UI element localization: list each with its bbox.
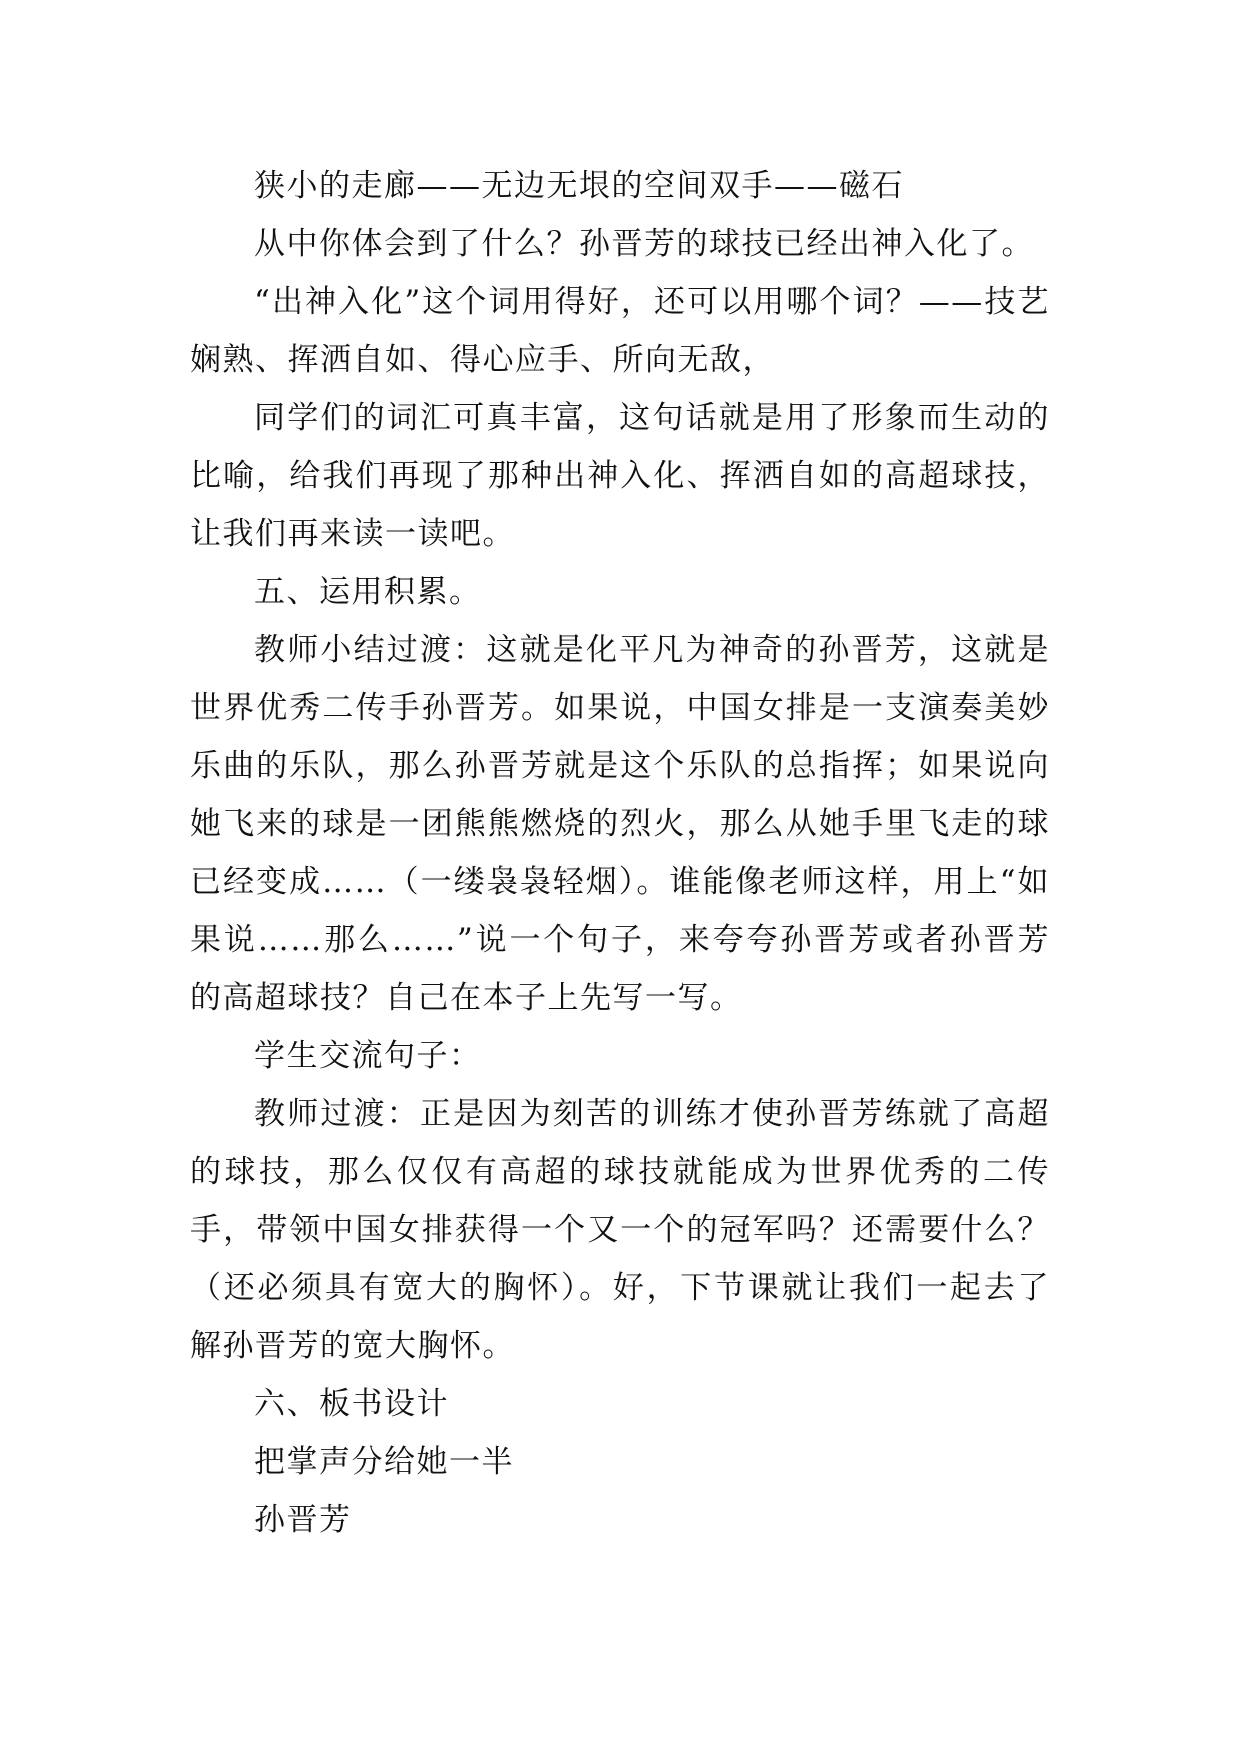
paragraph-synonyms: “出神入化”这个词用得好，还可以用哪个词？——技艺娴熟、挥洒自如、得心应手、所向无敌，	[190, 284, 1050, 378]
board-name: 孙晋芳	[254, 1502, 352, 1538]
paragraph-teacher-summary: 教师小结过渡：这就是化平凡为神奇的孙晋芳，这就是世界优秀二传手孙晋芳。如果说，中国女排是一支演奏美妙乐曲的乐队，那么孙晋芳就是这个乐队的总指挥；如果说向她飞来的球是一团熊熊燃烧的烈火，那么从她手里飞走的球已经变成……（一缕袅袅轻烟）。谁能像老师这样，用上“如果说……那么……”说一个句子，来夸夸孙晋芳或者孙晋芳的高超球技？自己在本子上先写一写。	[190, 632, 1050, 1016]
paragraph-teacher-transition: 教师过渡：正是因为刻苦的训练才使孙晋芳练就了高超的球技，那么仅仅有高超的球技就能成为世界优秀的二传手，带领中国女排获得一个又一个的冠军吗？还需要什么？（还必须具有宽大的胸怀）。好，下节课就让我们一起去了解孙晋芳的宽大胸怀。	[190, 1096, 1050, 1364]
document-page	[190, 157, 1050, 1549]
paragraph-vocabulary: 同学们的词汇可真丰富，这句话就是用了形象而生动的比喻，给我们再现了那种出神入化、挥洒自如的高超球技，让我们再来读一读吧。	[190, 400, 1050, 552]
paragraph-student-exchange: 学生交流句子：	[254, 1038, 482, 1074]
paragraph-corridor-magnet: 狭小的走廊——无边无垠的空间双手——磁石	[254, 168, 904, 204]
section-heading-five: 五、运用积累。	[254, 574, 482, 610]
section-heading-six: 六、板书设计	[254, 1386, 449, 1422]
board-title: 把掌声分给她一半	[254, 1444, 514, 1480]
paragraph-what-learned: 从中你体会到了什么？孙晋芳的球技已经出神入化了。	[254, 226, 1034, 262]
